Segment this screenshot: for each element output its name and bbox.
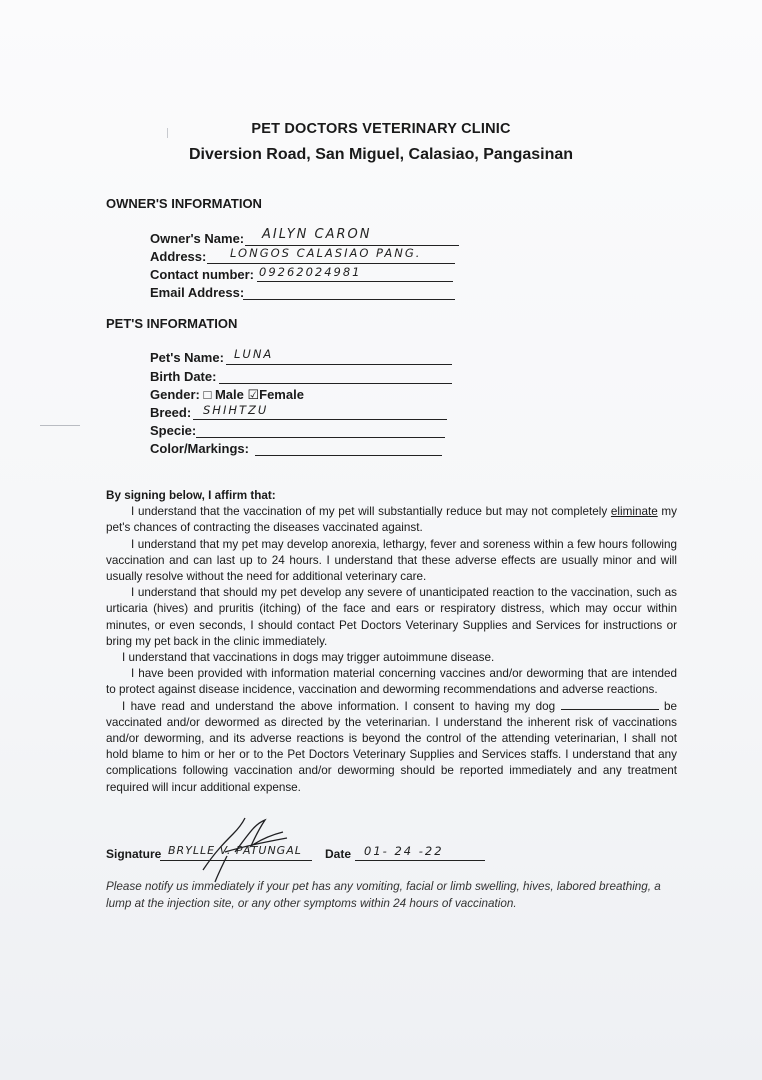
footer-note: Please notify us immediately if your pet has any vomiting, facial or limb swelling, hives, labored breathing, a lump at the injection site, or any other symptoms within 24 hours of vaccination.: [106, 880, 661, 910]
consent-paragraph-4: I understand that vaccinations in dogs may trigger autoimmune disease.: [122, 651, 495, 665]
breed-label: Breed:: [150, 405, 192, 420]
signature-scribble: [195, 812, 305, 884]
consent-paragraph-3: I understand that should my pet develop any severe of unanticipated reaction to the vaccination, such as urticaria (hives) and pruritis (itching) of the face and ears or respiratory distress, which may occur within minutes, or even seconds, I should contact Pet Doctors Veterinary Supplies and Services for instructions or bring my pet back in the clinic immediately.: [106, 586, 677, 648]
owner-address-label: Address:: [150, 249, 207, 264]
signature-label: Signature: [106, 847, 162, 861]
consent-paragraph-6: I have read and understand the above information. I consent to having my dog be vaccinated and/or dewormed as directed by the veterinarian. I understand the inherent risk of vaccinations and/or deworming, and its adverse reactions is beyond the control of the attending veterinarian, I shall not hold blame to him or her or to the Pet Doctors Veterinary Supplies and Services staffs. I understand that any complications following vaccination and/or deworming should be reported immediately and any treatment required will incur additional expense.: [106, 699, 678, 794]
specie-line: [196, 423, 445, 438]
consent-paragraph-1: I understand that the vaccination of my pet will substantially reduce but may not completely eliminate my pet's chances of contracting the diseases vaccinated against.: [106, 505, 677, 535]
color-markings-label: Color/Markings:: [150, 441, 249, 456]
eliminate-underlined: eliminate: [610, 505, 658, 519]
male-checkbox[interactable]: □: [203, 387, 212, 402]
male-label: Male: [214, 387, 244, 402]
consent-paragraph-2: I understand that my pet may develop anorexia, lethargy, fever and soreness within a few hours following vaccination and can last up to 24 hours. I understand that these adverse effects are usually minor and will usually resolve without the need for additional veterinary care.: [106, 537, 677, 584]
clinic-address: Diversion Road, San Miguel, Calasiao, Pangasinan: [188, 146, 574, 163]
signature-name-value: BRYLLE V. PATUNGAL: [168, 844, 302, 857]
breed-value: SHIHTZU: [203, 403, 269, 417]
consent-paragraph-5: I have been provided with information material concerning vaccines and/or deworming that are intended to protect against disease incidence, vaccination and deworming recommendations and adverse reactions.: [106, 667, 677, 697]
pet-name-value: LUNA: [234, 347, 274, 361]
owner-address-value: LONGOS CALASIAO PANG.: [230, 246, 422, 260]
dog-name-blank[interactable]: [561, 699, 659, 710]
specie-label: Specie:: [150, 423, 197, 438]
paper-crease: [40, 425, 80, 426]
owner-name-value: AILYN CARON: [262, 227, 372, 242]
contact-number-label: Contact number:: [150, 267, 254, 282]
consent-intro: By signing below, I affirm that:: [106, 489, 276, 502]
consent-text: [106, 488, 677, 796]
gender-row: [150, 387, 304, 403]
date-label: Date: [325, 847, 352, 861]
birth-date-line: [219, 369, 452, 384]
female-label: Female: [259, 387, 304, 402]
date-value: 01- 24 -22: [364, 844, 444, 858]
owner-section-heading: OWNER'S INFORMATION: [106, 196, 262, 211]
email-label: Email Address:: [150, 285, 245, 300]
birth-date-label: Birth Date:: [150, 369, 217, 384]
clinic-name: PET DOCTORS VETERINARY CLINIC: [251, 121, 511, 137]
color-markings-line: [255, 441, 442, 456]
pet-name-label: Pet's Name:: [150, 350, 224, 365]
pet-section-heading: PET'S INFORMATION: [106, 316, 238, 331]
email-line: [243, 285, 455, 300]
female-checkbox[interactable]: ☑: [247, 387, 260, 402]
gender-label: Gender:: [150, 387, 200, 402]
owner-name-label: Owner's Name:: [150, 231, 245, 246]
contact-number-value: 09262024981: [259, 265, 362, 279]
